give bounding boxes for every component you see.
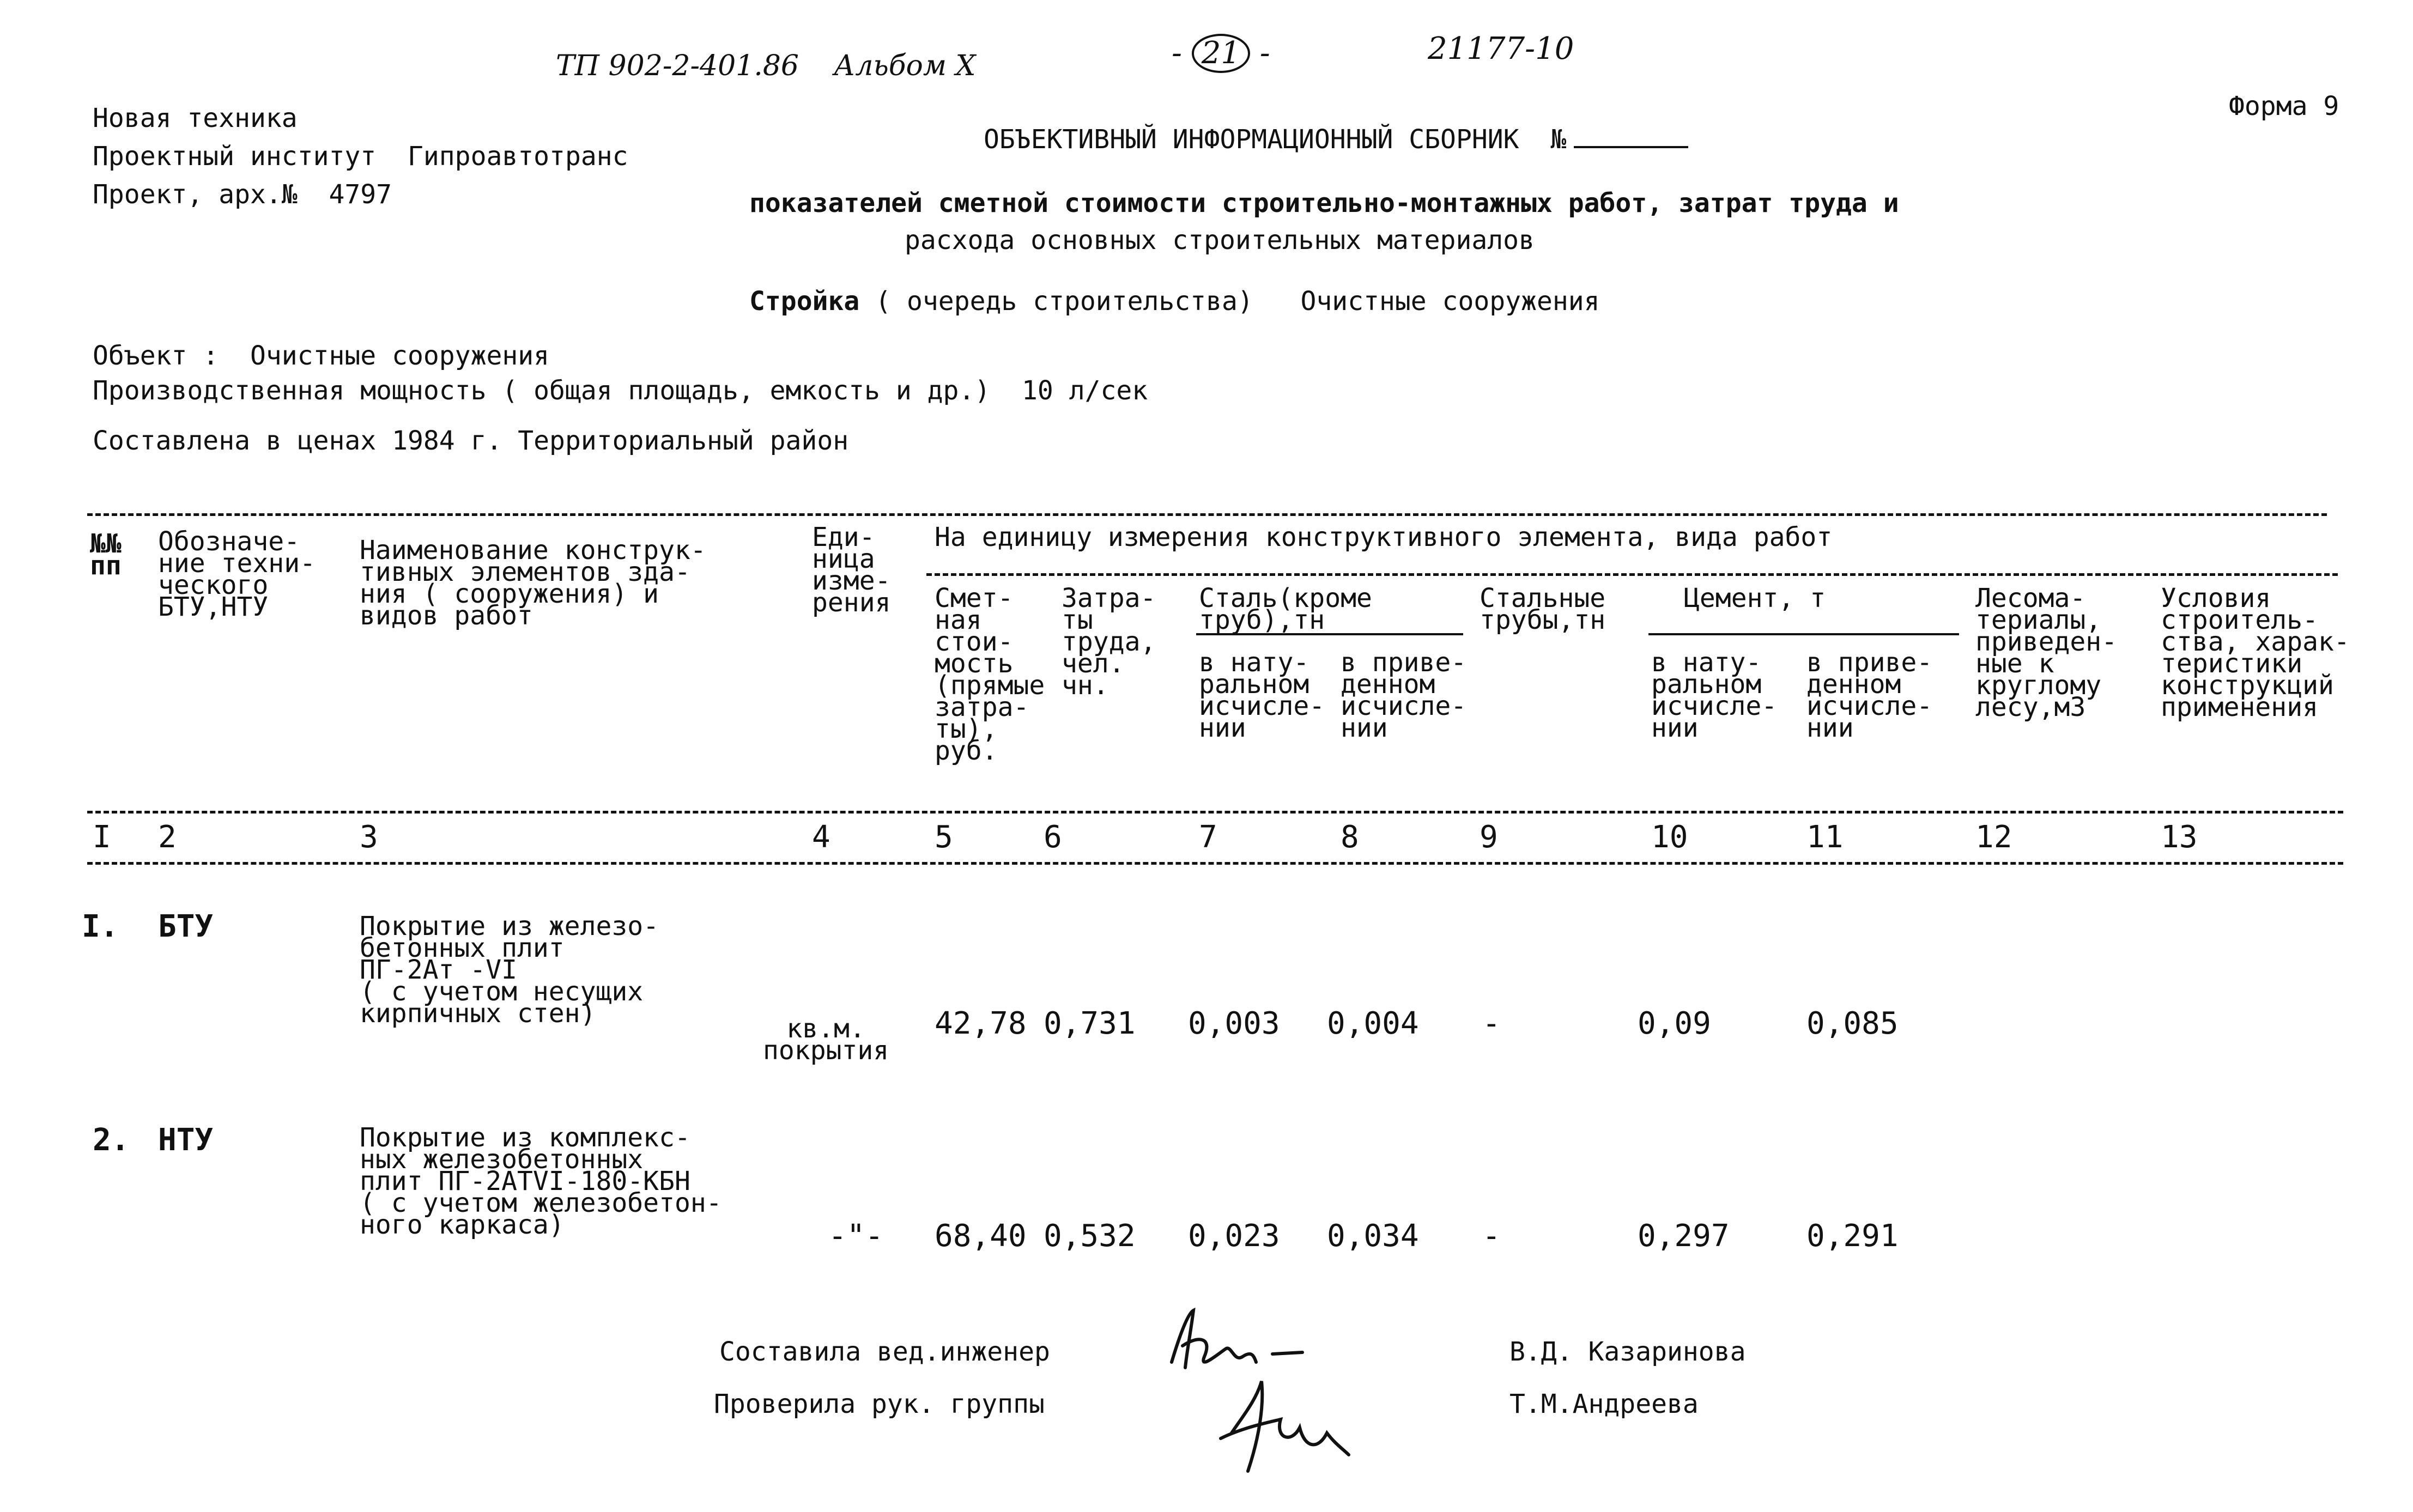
column-number: 10 xyxy=(1651,819,1688,855)
signature-checked xyxy=(1210,1368,1362,1482)
project-number: 4797 xyxy=(329,179,392,210)
construction-line xyxy=(749,287,1600,316)
prices-line: Составлена в ценах 1984 г. Территориальный район xyxy=(93,426,849,456)
header-labor: Затра- ты труда, чел. чн. xyxy=(1062,583,1156,701)
row1-steel-reduced: 0,004 xyxy=(1327,1006,1419,1041)
column-numbers-rule xyxy=(87,862,2343,865)
header-designation: Обозначе- ние техни- ческого БТУ,НТУ xyxy=(158,526,316,622)
form-label: Форма 9 xyxy=(2229,91,2339,122)
subtitle-line1: показателей сметной стоимости строительно-монтажных работ, затрат труда и xyxy=(749,188,1899,218)
header-steel-reduced: в приве- денном исчисле- нии xyxy=(1341,647,1467,743)
number-sign: № xyxy=(1550,124,1567,155)
subtitle-line2: расхода основных строительных материалов xyxy=(905,225,1535,256)
object-value: Очистные сооружения xyxy=(250,341,550,371)
table-top-rule xyxy=(87,513,2327,516)
column-number: 9 xyxy=(1480,819,1498,855)
column-number: 5 xyxy=(935,819,953,855)
header-bottom-rule xyxy=(87,811,2343,813)
header-pipes: Стальные трубы,тн xyxy=(1480,583,1606,635)
construction-paren: ( очередь строительства) xyxy=(875,286,1253,317)
header-steel-group: Сталь(кроме труб),тн xyxy=(1199,583,1372,635)
subheader-rule xyxy=(926,573,2338,576)
row2-steel-reduced: 0,034 xyxy=(1327,1218,1419,1254)
row2-name: Покрытие из комплекс- ных железобетонных плит ПГ-2АТVI-180-КБН ( с учетом железобетон- ного каркаса) xyxy=(360,1122,722,1240)
header-steel-natural: в нату- ральном исчисле- нии xyxy=(1199,647,1325,743)
page-number: 21 xyxy=(1192,34,1250,73)
column-number: 11 xyxy=(1806,819,1844,855)
archive-number: 21177-10 xyxy=(1428,31,1574,66)
row2-cement-natural: 0,297 xyxy=(1638,1218,1730,1254)
row1-designation: БТУ xyxy=(158,909,214,944)
column-number: I xyxy=(93,819,111,855)
row1-name: Покрытие из железо- бетонных плит ПГ-2Ат -VI ( с учетом несущих кирпичных стен) xyxy=(360,911,659,1029)
row2-cement-reduced: 0,291 xyxy=(1806,1218,1899,1254)
column-number: 7 xyxy=(1199,819,1217,855)
column-number: 8 xyxy=(1341,819,1359,855)
checked-name: Т.М.Андреева xyxy=(1509,1389,1699,1419)
institute-label: Проектный институт xyxy=(93,141,377,172)
row1-pipes: - xyxy=(1482,1006,1501,1041)
album-label: Альбом X xyxy=(834,50,976,82)
row1-cost: 42,78 xyxy=(935,1006,1027,1041)
column-number: 2 xyxy=(158,819,177,855)
header-conditions: Условия строитель- ства, харак- теристики конструкций применения xyxy=(2161,583,2350,722)
row2-pipes: - xyxy=(1482,1218,1501,1254)
row2-steel-natural: 0,023 xyxy=(1188,1218,1280,1254)
column-number: 4 xyxy=(812,819,830,855)
header-cement-reduced: в приве- денном исчисле- нии xyxy=(1806,647,1933,743)
header-name: Наименование конструк- тивных элементов зда- ния ( сооружения) и видов работ xyxy=(360,535,706,631)
construction-value: Очистные сооружения xyxy=(1300,286,1600,317)
header-cost: Смет- ная стои- мость (прямые затра- ты), руб. xyxy=(935,583,1045,766)
column-number: 6 xyxy=(1044,819,1062,855)
row1-steel-natural: 0,003 xyxy=(1188,1006,1280,1041)
object-label: Объект xyxy=(93,341,187,371)
column-number: 13 xyxy=(2161,819,2198,855)
title-text: ОБЪЕКТИВНЫЙ ИНФОРМАЦИОННЫЙ СБОРНИК xyxy=(984,124,1519,155)
row1-unit: кв.м. покрытия xyxy=(763,1013,889,1066)
header-num: №№ пп xyxy=(90,529,122,581)
capacity-label: Производственная мощность ( общая площадь, емкость и др.) xyxy=(93,375,991,406)
construction-label: Стройка xyxy=(749,286,860,317)
row1-labor: 0,731 xyxy=(1044,1006,1136,1041)
document-title xyxy=(984,124,1688,154)
column-number: 3 xyxy=(360,819,378,855)
number-blank xyxy=(1574,124,1688,148)
object-line: Объект : Очистные сооружения xyxy=(93,341,550,371)
row2-num: 2. xyxy=(93,1122,130,1158)
org-project xyxy=(93,180,392,209)
header-timber: Лесома- териалы, приведен- ные к круглому лесу,м3 xyxy=(1975,583,2118,722)
row2-designation: НТУ xyxy=(158,1122,214,1158)
org-line1: Новая техника xyxy=(93,103,298,133)
compiled-name: В.Д. Казаринова xyxy=(1509,1337,1746,1367)
cement-group-rule xyxy=(1648,633,1959,635)
capacity-value: 10 л/сек xyxy=(1022,375,1148,406)
header-cement-natural: в нату- ральном исчисле- нии xyxy=(1651,647,1778,743)
header-group-title: На единицу измерения конструктивного элемента, вида работ xyxy=(935,522,1833,552)
row2-labor: 0,532 xyxy=(1044,1218,1136,1254)
project-label: Проект, арх.№ xyxy=(93,179,298,210)
column-number: 12 xyxy=(1975,819,2012,855)
institute-name: Гипроавтотранс xyxy=(407,141,628,172)
compiled-label: Составила вед.инженер xyxy=(719,1337,1050,1367)
page-number-stamp: - 21 - xyxy=(1172,34,1270,73)
header-unit: Еди- ница изме- рения xyxy=(812,522,891,618)
row1-cement-natural: 0,09 xyxy=(1638,1006,1711,1041)
row2-unit: -"- xyxy=(828,1218,884,1254)
org-institute xyxy=(93,142,628,171)
checked-label: Проверила рук. группы xyxy=(714,1389,1045,1419)
capacity-line xyxy=(93,376,1148,405)
header-cement-group: Цемент, т xyxy=(1684,583,1826,614)
row1-num: I. xyxy=(82,909,119,944)
row1-cement-reduced: 0,085 xyxy=(1806,1006,1899,1041)
row2-cost: 68,40 xyxy=(935,1218,1027,1254)
project-code: ТП 902-2-401.86 xyxy=(556,50,799,82)
